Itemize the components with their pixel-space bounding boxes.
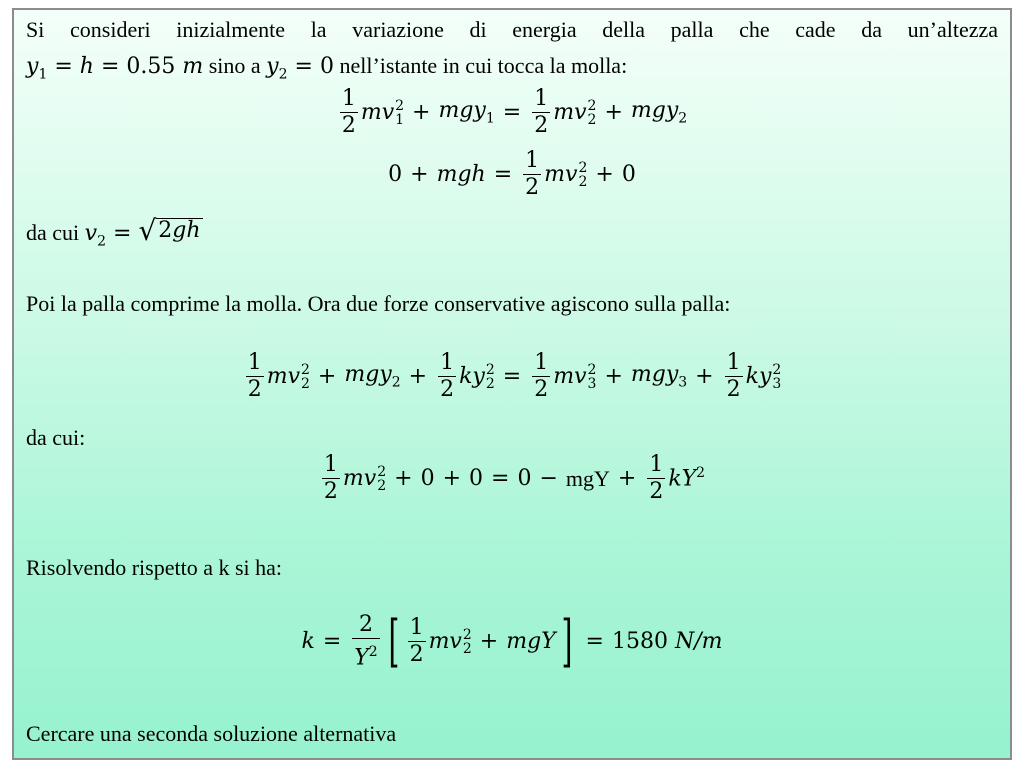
dacui-2-text: da cui: (26, 425, 86, 450)
fraction-half: $\frac{1}{2}$ (534, 86, 549, 138)
intro-line-2 (26, 52, 998, 88)
height-expression: $y_1 = h = 0.55$ m (26, 54, 204, 83)
energy-equation-3: $\frac{1}{2}$ mv 2 2 + mgy$_2$ + $\frac{1}{2}$ ky 2 2 = $\frac{1}{2}$ mv 2 3 + mgy$_3$ + $\frac{1}{2}$ ky 2 3 (247, 350, 782, 402)
intro-text: Si consideri inizialmente la variazione di energia della palla che cade da un’altezza (26, 17, 998, 42)
dacui-2 (26, 424, 998, 452)
slide (12, 8, 1012, 760)
energy-equation-2: 0 + mgh = $\frac{1}{2}$ mv 2 2 + 0 (388, 148, 636, 200)
spring-paragraph (26, 290, 998, 318)
dacui-label: da cui (26, 220, 85, 245)
intro-mid-text: sino a (203, 53, 267, 78)
fraction-half: $\frac{1}{2}$ (341, 86, 356, 138)
solve-paragraph (26, 554, 998, 582)
solve-text: Risolvendo rispetto a k si ha: (26, 555, 283, 580)
velocity-result (26, 214, 998, 255)
y2-expression: $y_2 = 0$ (266, 54, 334, 83)
intro-end-text: nell’istante in cui tocca la molla: (333, 53, 628, 78)
energy-equation-4: $\frac{1}{2}$ mv 2 2 + 0 + 0 = 0 − mgY + $\frac{1}{2}$ $kY^2$ (323, 452, 706, 504)
intro-line-1 (26, 16, 998, 44)
final-text: Cercare una seconda soluzione alternativa (26, 721, 397, 746)
sqrt-symbol: √ 2gh (138, 214, 201, 247)
velocity-expression: $v_2$ = √ 2gh (84, 214, 201, 250)
final-note (26, 720, 998, 748)
energy-equation-1: $\frac{1}{2}$ mv 2 1 + mgy$_1$ = $\frac{1}{2}$ mv 2 2 + mgy$_2$ (341, 86, 688, 138)
spring-text: Poi la palla comprime la molla. Ora due forze conservative agiscono sulla palla: (26, 291, 731, 316)
spring-constant-equation: k = $\frac{2}{Y^2}$ [ $\frac{1}{2}$ mv 2 2 + mgY ] = 1580 N/m (301, 608, 723, 674)
fraction-half: $\frac{1}{2}$ (525, 148, 540, 200)
